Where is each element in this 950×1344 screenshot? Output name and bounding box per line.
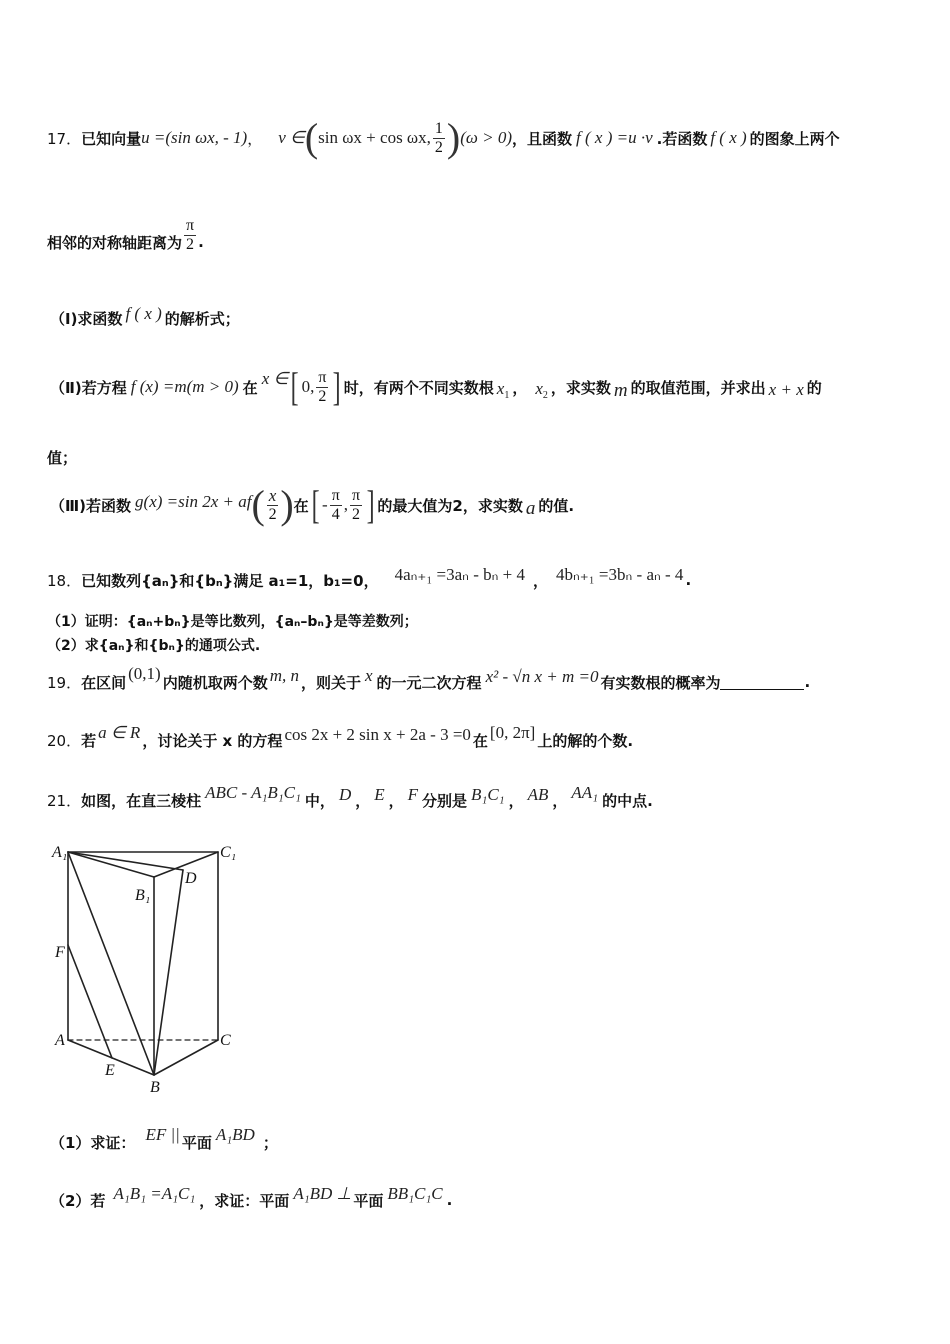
fraction-half: $\frac{1}{2}$ <box>434 119 443 156</box>
trig-equation: cos 2x + 2 sin x + 2a - 3 =0 <box>284 725 471 744</box>
q19-number: 19． <box>47 673 82 692</box>
label-D: D <box>185 870 197 887</box>
q17-part3-label: （Ⅲ)若函数 <box>50 496 132 515</box>
label-E: E <box>105 1062 115 1079</box>
root-x2: $x_2$ <box>535 379 548 401</box>
vars-m-n: m, n <box>269 666 299 685</box>
q21-part2: （2）若 A₁B₁ =A₁C₁ ，求证：平面 A₁BD ⊥ 平面 BB₁C₁C . <box>50 1184 453 1210</box>
q17-lead: 已知向量 <box>81 129 142 148</box>
fraction-pi-over-2: $\frac{\pi}{2}$ <box>352 486 361 523</box>
answer-blank[interactable] <box>720 675 804 690</box>
root-x1: $x_1$ <box>496 379 510 401</box>
label-A1: A₁ <box>52 844 68 861</box>
label-F: F <box>55 944 65 961</box>
q18-number: 18． <box>47 571 82 590</box>
q17-mid1: ，且函数 <box>512 129 573 148</box>
fx: f ( x ) <box>125 304 162 323</box>
label-A: A <box>55 1032 65 1049</box>
recurrence-b: 4bₙ₊₁ =3bₙ - aₙ - 4 <box>556 565 684 584</box>
q21-part1: （1）求证： EF || 平面 A₁BD ； <box>50 1125 278 1152</box>
x-in: x ∈ <box>261 369 289 388</box>
vector-u-def: u =(sin ωx, - 1) <box>141 128 248 147</box>
fraction-pi-over-4: $\frac{\pi}{4}$ <box>331 486 340 523</box>
f-definition: f ( x ) =u ·v <box>576 128 653 147</box>
a-in-R: a ∈ R <box>98 723 141 742</box>
fraction-pi-over-2: $\frac{\pi}{2}$ <box>318 368 327 405</box>
q21-line: 21． 如图，在直三棱柱 ABC - A₁B₁C₁ 中， D ， E ， F 分别是 B₁C₁ ， AB ， AA₁ 的中点. <box>47 783 653 810</box>
q17-line2-lead: 相邻的对称轴距离为 <box>47 233 183 252</box>
q18-line1: 18． 已知数列{aₙ}和{bₙ}满足 a₁=1，b₁=0， 4aₙ₊₁ =3aₙ - bₙ + 4 ， 4bₙ₊₁ =3bₙ - aₙ - 4 . <box>47 565 692 590</box>
q21-number: 21． <box>47 791 82 810</box>
q17-line1: 17． 已知向量 u =(sin ωx, - 1) ， v ∈ ( sin ωx + cos ωx, $\frac{1}{2}$ ) (ω > 0) ，且函数 f ( x ) =u ·v .若函数 f ( x ) 的图象上两个 <box>47 115 840 160</box>
label-C1: C₁ <box>220 844 237 861</box>
sum-x1-x2: x + x <box>768 380 804 399</box>
quadratic-equation: x² - √n x + m =0 <box>485 667 599 686</box>
q17-part1: （Ⅰ)求函数 f ( x ) 的解析式； <box>50 304 240 328</box>
interval-0-2pi: [0, 2π] <box>489 723 536 742</box>
interval-0-1: (0,1) <box>128 664 161 683</box>
param-m: m <box>613 380 628 401</box>
ef-parallel: EF || <box>145 1125 180 1144</box>
q17-part2: （Ⅱ)若方程 f (x) =m(m > 0) 在 x ∈ [ 0, $\frac{\pi}{2}$ ] 时，有两个不同实数根 $x_1$ ， $x_2$ ，求实数 m 的取值范围，并求出 x + x 的 <box>50 364 822 409</box>
param-a: a <box>525 498 536 519</box>
q17-part2-line2: 值； <box>47 448 78 467</box>
q17-part1-label: （Ⅰ)求函数 <box>50 309 123 328</box>
var-x: x <box>365 666 373 685</box>
fraction-pi-over-2: $\frac{\pi}{2}$ <box>186 216 195 253</box>
q20-line: 20． 若 a ∈ R ，讨论关于 x 的方程 cos 2x + 2 sin x + 2a - 3 =0 在 [0, 2π] 上的解的个数. <box>47 723 634 750</box>
q18-text: 已知数列{aₙ}和{bₙ}满足 a₁=1，b₁=0， <box>81 571 379 590</box>
q20-number: 20． <box>47 731 82 750</box>
q17-number: 17． <box>47 129 82 148</box>
q17-part3: （Ⅲ)若函数 g(x) =sin 2x + af ( $\frac{x}{2}$ ) 在 [ - $\frac{\pi}{4}$ , $\frac{\pi}{2}$ ] 的最大值为2，求实数 a 的值. <box>50 482 575 527</box>
fraction-x-over-2: $\frac{x}{2}$ <box>268 485 277 523</box>
q17-tail: 的图象上两个 <box>749 129 840 148</box>
fx: f ( x ) <box>710 128 747 147</box>
recurrence-a: 4aₙ₊₁ =3aₙ - bₙ + 4 <box>394 565 525 584</box>
label-B1: B₁ <box>135 887 151 904</box>
label-C: C <box>220 1032 231 1049</box>
vector-v-lhs: v ∈ <box>278 128 305 147</box>
g-definition: g(x) =sin 2x + af <box>135 492 252 511</box>
prism-name: ABC - A₁B₁C₁ <box>205 783 301 802</box>
equal-edges: A₁B₁ =A₁C₁ <box>113 1184 196 1203</box>
q17-line2: 相邻的对称轴距离为 $\frac{\pi}{2}$ . <box>47 216 204 253</box>
q17-mid2: .若函数 <box>656 129 708 148</box>
q19-line: 19． 在区间 (0,1) 内随机取两个数 m, n ，则关于 x 的一元二次方程 x² - √n x + m =0 有实数根的概率为 . <box>47 664 811 692</box>
omega-condition: (ω > 0) <box>460 128 512 147</box>
prism-figure <box>50 835 250 1095</box>
q17-part2-label: （Ⅱ)若方程 <box>50 378 127 397</box>
label-B: B <box>150 1079 160 1095</box>
q18-part2: （2）求{aₙ}和{bₙ}的通项公式. <box>47 638 261 654</box>
vector-v-inner: sin ωx + cos ωx, <box>318 128 431 147</box>
equation-f-eq-m: f (x) =m(m > 0) <box>130 377 239 396</box>
q18-part1: （1）证明：{aₙ+bₙ}是等比数列，{aₙ–bₙ}是等差数列； <box>47 614 418 630</box>
